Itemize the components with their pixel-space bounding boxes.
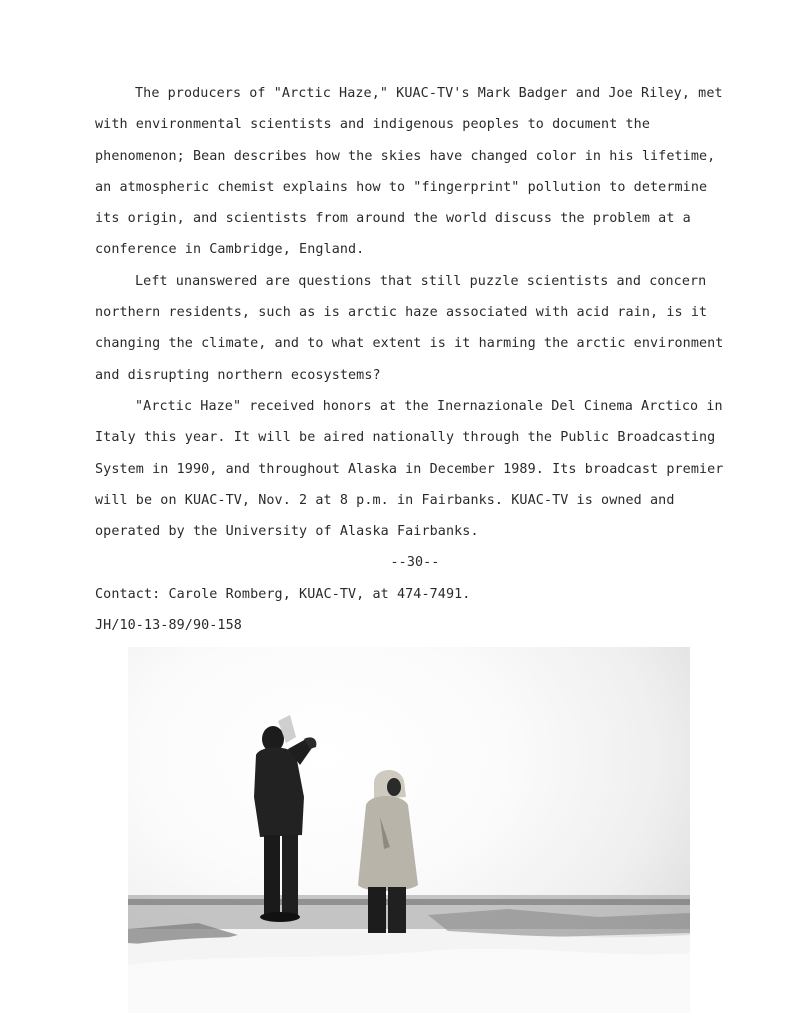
end-mark: --30-- xyxy=(390,555,440,571)
arctic-photo-illustration xyxy=(128,647,690,1013)
arctic-photo xyxy=(128,647,690,1013)
paragraph-honors-broadcast: "Arctic Haze" received honors at the Inernazionale Del Cinema Arctico in Italy this year. It will be aired nationally through the Public Broadcasting System in 1990, and throughout Alaska in December 1989. Its broadcast premier will be on KUAC-TV, Nov. 2 at 8 p.m. in Fairbanks. KUAC-TV is owned and operated by the University of Alaska Fairbanks. xyxy=(95,398,724,540)
press-release-text xyxy=(95,78,735,641)
sea-dark-strip xyxy=(128,899,690,905)
reference-code: JH/10-13-89/90-158 xyxy=(95,618,242,634)
person-dark-parka xyxy=(254,715,316,922)
paragraph-unanswered-questions: Left unanswered are questions that still puzzle scientists and concern northern residents, such as is arctic haze associated with acid rain, is it changing the climate, and to what extent is it harming the arctic environment and disrupting northern ecosystems? xyxy=(95,273,724,383)
contact-line: Contact: Carole Romberg, KUAC-TV, at 474-7491. xyxy=(95,586,471,602)
paragraph-producers: The producers of "Arctic Haze," KUAC-TV's Mark Badger and Joe Riley, met with environmental scientists and indigenous peoples to document the phenomenon; Bean describes how the skies have changed color in his lifetime, an atmospheric chemist explains how to "fingerprint" pollution to determine its origin, and scientists from around the world discuss the problem at a conference in Cambridge, England. xyxy=(95,86,723,258)
